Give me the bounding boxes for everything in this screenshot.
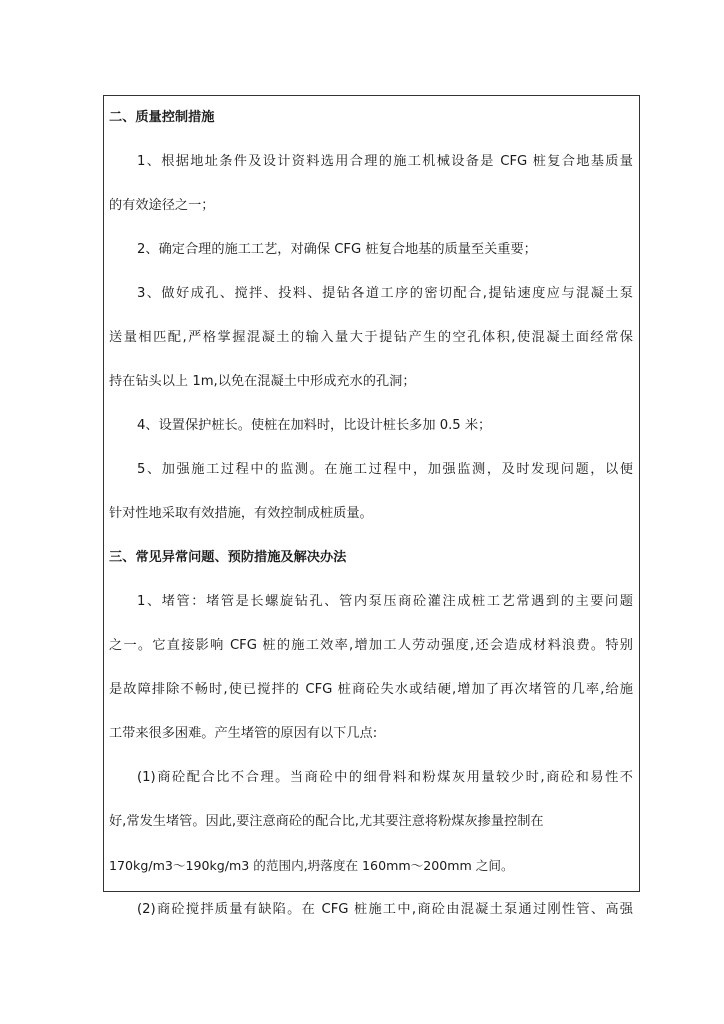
paragraph-line: 针对性地采取有效措施，有效控制成桩质量。 <box>109 506 373 521</box>
paragraph-line: 持在钻头以上 1m,以免在混凝土中形成充水的孔洞； <box>109 374 416 389</box>
paragraph-line: 4、设置保护桩长。使桩在加料时，比设计桩长多加 0.5 米； <box>137 418 492 433</box>
paragraph-line: 5、加强施工过程中的监测。在施工过程中，加强监测，及时发现问题，以便 <box>137 462 633 477</box>
paragraph-line: 1、堵管：堵管是长螺旋钻孔、管内泵压商砼灌注成桩工艺常遇到的主要问题 <box>137 594 633 609</box>
paragraph-line: 工带来很多困难。产生堵管的原因有以下几点: <box>109 726 378 741</box>
paragraph-line: (1)商砼配合比不合理。当商砼中的细骨料和粉煤灰用量较少时,商砼和易性不 <box>137 770 633 785</box>
paragraph-line: (2)商砼搅拌质量有缺陷。在 CFG 桩施工中,商砼由混凝土泵通过刚性管、高强 <box>137 902 633 917</box>
paragraph-line: 170kg/m3～190kg/m3 的范围内,坍落度在 160mm～200mm 之间。 <box>109 858 514 873</box>
paragraph-line: 好,常发生堵管。因此,要注意商砼的配合比,尤其要注意将粉煤灰掺量控制在 <box>109 814 544 829</box>
paragraph-line: 的有效途径之一； <box>109 198 215 213</box>
section-2-heading: 二、质量控制措施 <box>109 110 215 125</box>
paragraph-line: 3、做好成孔、搅拌、投料、提钻各道工序的密切配合,提钻速度应与混凝土泵 <box>137 286 633 301</box>
paragraph-line: 之一。它直接影响 CFG 桩的施工效率,增加工人劳动强度,还会造成材料浪费。特别 <box>109 638 633 653</box>
paragraph-line: 送量相匹配,严格掌握混凝土的输入量大于提钻产生的空孔体积,使混凝土面经常保 <box>109 330 633 345</box>
section-3-heading: 三、常见异常问题、预防措施及解决办法 <box>109 550 347 565</box>
paragraph-line: 是故障排除不畅时,使已搅拌的 CFG 桩商砼失水或结硬,增加了再次堵管的几率,给施 <box>109 682 633 697</box>
paragraph-line: 1、根据地址条件及设计资料选用合理的施工机械设备是 CFG 桩复合地基质量 <box>137 154 633 169</box>
paragraph-line: 2、确定合理的施工工艺，对确保 CFG 桩复合地基的质量至关重要； <box>137 242 537 257</box>
